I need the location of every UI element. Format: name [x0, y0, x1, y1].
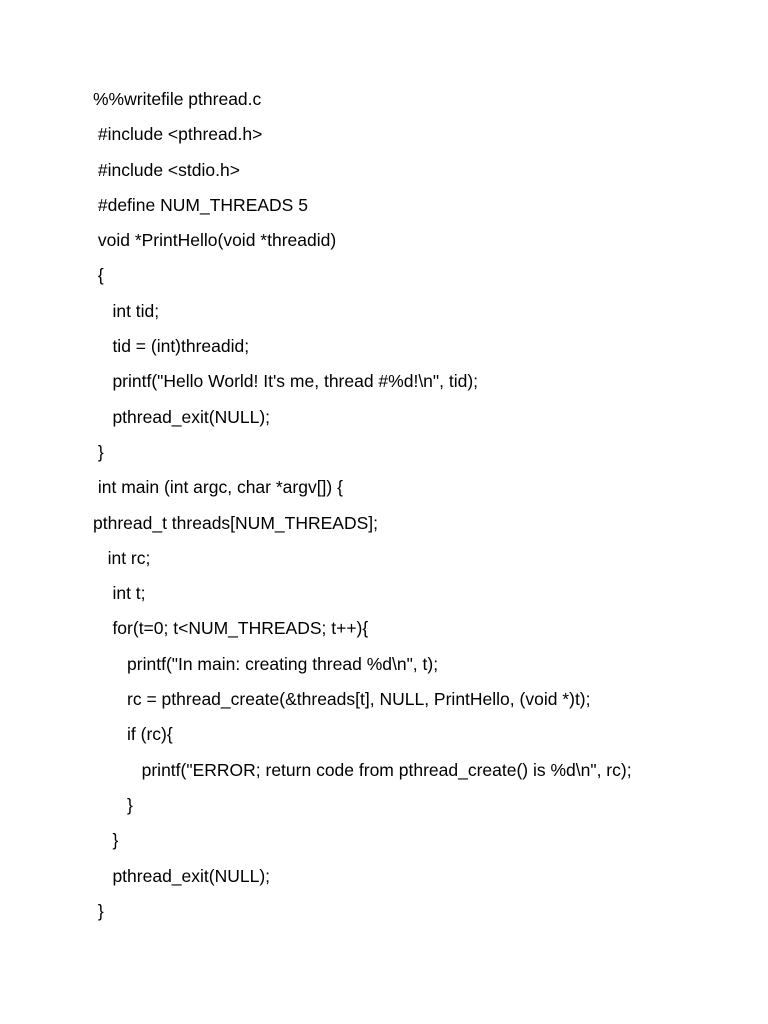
code-line: int rc; — [93, 547, 151, 568]
code-line: for(t=0; t<NUM_THREADS; t++){ — [93, 618, 369, 639]
code-line: #include <stdio.h> — [93, 159, 240, 180]
code-line: { — [93, 265, 104, 286]
code-line: tid = (int)threadid; — [93, 336, 250, 357]
code-line: if (rc){ — [93, 724, 173, 745]
code-line: } — [93, 830, 119, 851]
code-line: } — [93, 900, 104, 921]
code-line: int t; — [93, 583, 146, 604]
code-line: %%writefile pthread.c — [93, 89, 262, 109]
code-line: printf("ERROR; return code from pthread_create() is %d\n", rc); — [93, 759, 632, 780]
code-line: printf("Hello World! It's me, thread #%d!\n", tid); — [93, 371, 479, 392]
code-line: void *PrintHello(void *threadid) — [93, 230, 337, 251]
code-line: int main (int argc, char *argv[]) { — [93, 477, 343, 498]
code-line: } — [93, 441, 104, 462]
code-line: printf("In main: creating thread %d\n", t); — [93, 653, 439, 674]
code-line: int tid; — [93, 300, 160, 321]
code-line: #define NUM_THREADS 5 — [93, 194, 308, 215]
code-line: pthread_exit(NULL); — [93, 865, 271, 886]
code-line: } — [93, 794, 133, 815]
code-line: pthread_exit(NULL); — [93, 406, 271, 427]
code-line: rc = pthread_create(&threads[t], NULL, PrintHello, (void *)t); — [93, 689, 591, 710]
code-listing — [93, 86, 632, 933]
code-line: #include <pthread.h> — [93, 124, 263, 145]
code-line: pthread_t threads[NUM_THREADS]; — [93, 512, 378, 533]
